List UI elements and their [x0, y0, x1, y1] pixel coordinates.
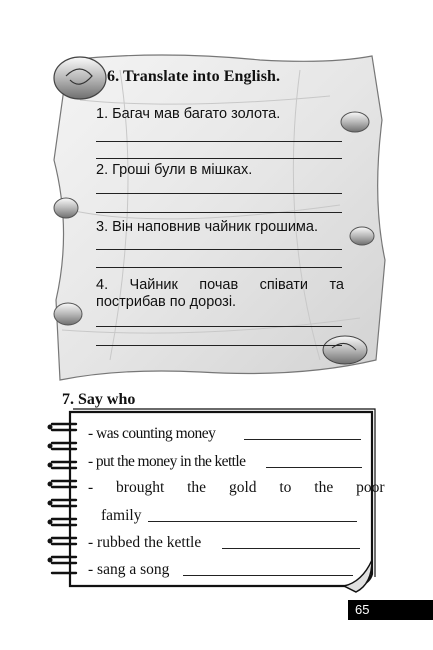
exercise-6-item-3: 3. Він наповнив чайник грошима.: [96, 219, 318, 235]
exercise-7-item-3-continued: family: [101, 507, 142, 524]
page-number-bar: [348, 600, 433, 620]
exercise-6-item-2: 2. Гроші були в мішках.: [96, 162, 253, 178]
exercise-6-title: 6. Translate into English.: [107, 68, 281, 85]
exercise-7-item-4: - rubbed the kettle: [88, 534, 202, 551]
exercise-7-title: 7. Say who: [62, 391, 136, 408]
exercise-7-item-1: - was counting money: [88, 425, 216, 442]
answer-line[interactable]: [222, 548, 360, 549]
answer-line[interactable]: [148, 521, 357, 522]
answer-line[interactable]: [183, 575, 353, 576]
page-number: 65: [355, 602, 370, 617]
exercise-7-item-2: - put the money in the kettle: [88, 453, 246, 470]
exercise-6-item-4: 4. Чайник почав співати та пострибав по дорозі.: [96, 277, 344, 310]
exercise-6-item-1: 1. Багач мав багато золота.: [96, 106, 281, 122]
exercise-7-item-3: - brought the gold to the poor: [88, 479, 385, 496]
exercise-7-item-5: - sang a song: [88, 561, 170, 578]
answer-line[interactable]: [266, 467, 362, 468]
answer-line[interactable]: [244, 439, 361, 440]
